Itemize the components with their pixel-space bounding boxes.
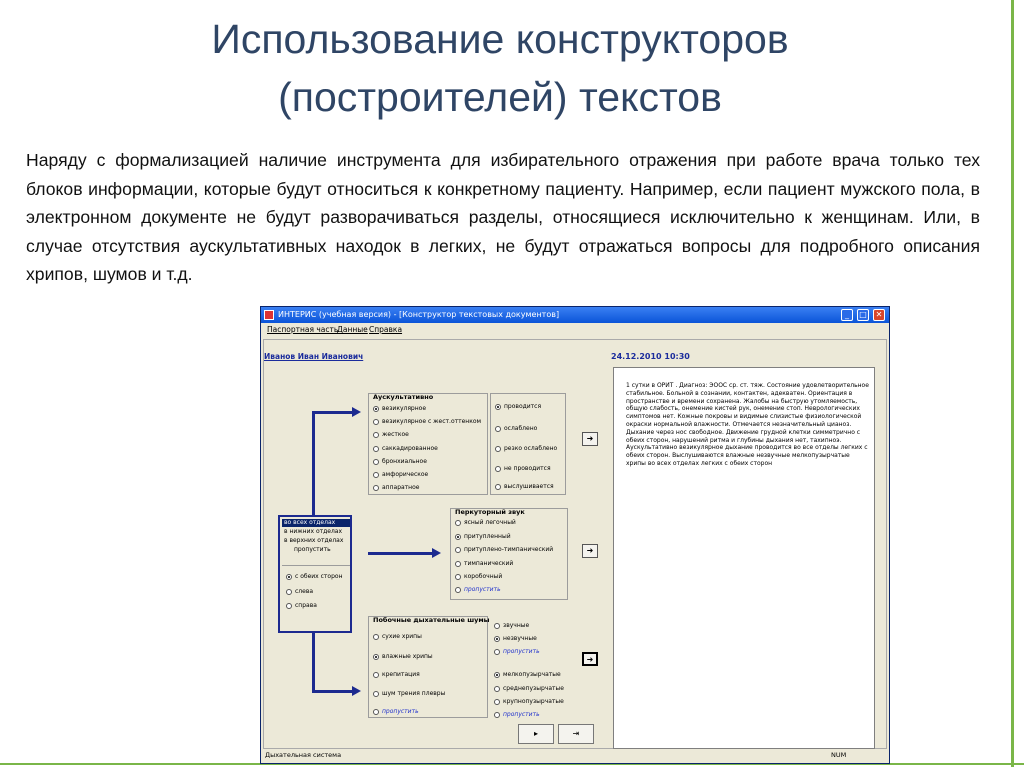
auscultation-option[interactable]: саккадированное: [373, 444, 438, 454]
connector-arrow-icon: [432, 548, 441, 558]
window-titlebar: [261, 307, 889, 323]
side-noise-skip[interactable]: пропустить: [373, 707, 419, 717]
percussion-option[interactable]: притуплено-тимпанический: [455, 545, 553, 555]
generated-text: 1 сутки в ОРИТ . Диагноз: ЭООС ср. ст. тяж. Состояние удовлетворительное стабильное. Больной в сознании, контактен, адекватен. Ориентация в пространстве и времени сохранена. Жалобы на быструю утомляемость, общую слабость, онемение кистей рук, онемение стоп. Неврологических симптомов нет. Кожные покровы и видимые слизистые физиологической окраски нормальной влажности. Отмечается незначительный цианоз. Дыхание через нос свободное. Движение грудной клетки симметрично с обеих сторон, нарушений ритма и глубины дыхания нет, тахипноэ. Аускультативно везикулярное дыхание проводится во все отделы легких с обеих сторон. Выслушиваются влажные незвучные мелкопузырчатые хрипы во всех отделах легких с обеих сторон: [626, 382, 869, 467]
right-decoration: [1000, 0, 1024, 767]
side-noise-option[interactable]: крепитация: [373, 670, 420, 680]
generated-text-pane[interactable]: [613, 367, 875, 749]
status-num: NUM: [831, 751, 847, 759]
region-option[interactable]: пропустить: [294, 546, 331, 553]
slide-title-line2: (построителей) текстов: [278, 74, 722, 120]
region-option[interactable]: в нижних отделах: [284, 528, 343, 535]
radio-icon: [494, 699, 500, 705]
radio-icon: [286, 603, 292, 609]
resonance-option[interactable]: незвучные: [494, 634, 537, 644]
resonance-skip[interactable]: пропустить: [494, 647, 540, 657]
radio-icon: [373, 672, 379, 678]
slide-body: Наряду с формализацией наличие инструмента для избирательного отражения при работе врача только тех блоков информации, которые будут относиться к конкретному пациенту. Например, если пациент мужского пола, в электронном документе не будут разворачиваться разделы, относящиеся исключительно к женщинам. Или, в случае отсутствия аускультативных находок в легких, не будут отражаться вопросы для подробного описания хрипов, шумов и т.д.: [26, 150, 980, 284]
side-option[interactable]: справа: [286, 601, 317, 611]
side-noise-option[interactable]: шум трения плевры: [373, 689, 445, 699]
connector-line: [312, 690, 352, 693]
radio-icon: [286, 589, 292, 595]
minimize-button[interactable]: _: [841, 309, 853, 321]
percussion-title: Перкуторный звук: [455, 508, 525, 516]
percussion-group: [450, 508, 568, 600]
radio-icon: [494, 712, 500, 718]
green-stripe: [1011, 0, 1014, 767]
radio-icon: [373, 691, 379, 697]
radio-icon: [494, 623, 500, 629]
menu-bar: [261, 323, 889, 337]
radio-icon: [373, 485, 379, 491]
side-option[interactable]: слева: [286, 587, 313, 597]
percussion-option[interactable]: коробочный: [455, 572, 502, 582]
status-bar: [263, 749, 887, 762]
auscultation-option[interactable]: аппаратное: [373, 483, 419, 493]
connector-line: [312, 411, 352, 414]
constructor-panel: [263, 339, 887, 749]
window-title: ИНТЕРИС (учебная версия) - [Конструктор текстовых документов]: [278, 310, 560, 319]
radio-icon: [373, 432, 379, 438]
auscultation-option[interactable]: бронхиальное: [373, 457, 427, 467]
status-section: Дыхательная система: [265, 751, 342, 759]
percussion-option[interactable]: тимпанический: [455, 559, 513, 569]
side-noise-option[interactable]: сухие хрипы: [373, 632, 422, 642]
region-selector: [278, 515, 352, 633]
document-datetime: 24.12.2010 10:30: [611, 352, 690, 361]
radio-icon: [373, 709, 379, 715]
auscultation-option[interactable]: жесткое: [373, 430, 409, 440]
menu-passport[interactable]: Паспортная часть: [267, 325, 339, 334]
side-option[interactable]: с обеих сторон: [286, 572, 343, 582]
radio-icon: [373, 654, 379, 660]
side-noises-title: Побочные дыхательные шумы: [373, 616, 490, 624]
region-option-selected[interactable]: во всех отделах: [282, 519, 350, 527]
radio-icon: [495, 404, 501, 410]
slide-title: [0, 10, 1000, 126]
connector-line: [312, 633, 315, 692]
bubble-size-skip[interactable]: пропустить: [494, 710, 540, 720]
connector-arrow-icon: [352, 407, 361, 417]
radio-icon: [455, 587, 461, 593]
radio-icon: [373, 446, 379, 452]
radio-icon: [494, 672, 500, 678]
radio-icon: [373, 406, 379, 412]
radio-icon: [455, 534, 461, 540]
bubble-size-option[interactable]: мелкопузырчатые: [494, 670, 561, 680]
side-noise-option[interactable]: влажные хрипы: [373, 652, 433, 662]
auscultation-group: [368, 393, 488, 495]
radio-icon: [494, 636, 500, 642]
radio-icon: [286, 574, 292, 580]
bubble-size-option[interactable]: крупнопузырчатые: [494, 697, 564, 707]
apply-side-noises-button[interactable]: ➜: [582, 652, 598, 666]
radio-icon: [373, 459, 379, 465]
region-option[interactable]: в верхних отделах: [284, 537, 344, 544]
region-divider: [282, 565, 350, 566]
resonance-option[interactable]: звучные: [494, 621, 529, 631]
menu-help[interactable]: Справка: [369, 325, 403, 334]
slide-title-line1: Использование конструкторов: [211, 16, 789, 62]
conduction-group: [490, 393, 566, 495]
percussion-option[interactable]: ясный легочный: [455, 518, 516, 528]
auscultation-option[interactable]: везикулярное: [373, 404, 426, 414]
close-button[interactable]: ✕: [873, 309, 885, 321]
radio-icon: [494, 649, 500, 655]
radio-icon: [455, 547, 461, 553]
auscultation-option[interactable]: везикулярное с жест.оттенком: [373, 417, 481, 427]
bubble-size-option[interactable]: среднепузырчатые: [494, 684, 564, 694]
radio-icon: [373, 419, 379, 425]
patient-name[interactable]: Иванов Иван Иванович: [264, 352, 364, 361]
connector-arrow-icon: [352, 686, 361, 696]
maximize-button[interactable]: □: [857, 309, 869, 321]
radio-icon: [495, 484, 501, 490]
connector-line: [312, 411, 315, 515]
radio-icon: [455, 520, 461, 526]
next-button[interactable]: ▸: [518, 724, 554, 744]
auscultation-option[interactable]: амфорическое: [373, 470, 428, 480]
conduction-option[interactable]: не проводится: [495, 464, 551, 474]
apply-auscultation-button[interactable]: ➜: [582, 432, 598, 446]
conduction-option[interactable]: проводится: [495, 402, 541, 412]
percussion-option[interactable]: притупленный: [455, 532, 511, 542]
radio-icon: [494, 686, 500, 692]
apply-percussion-button[interactable]: ➜: [582, 544, 598, 558]
side-noises-group: [368, 616, 488, 718]
radio-icon: [495, 446, 501, 452]
conduction-option[interactable]: ослаблено: [495, 424, 537, 434]
radio-icon: [373, 634, 379, 640]
finish-button[interactable]: ⇥: [558, 724, 594, 744]
app-icon: [264, 310, 274, 320]
app-window: [260, 306, 890, 764]
radio-icon: [455, 561, 461, 567]
radio-icon: [495, 426, 501, 432]
connector-line: [368, 552, 432, 555]
radio-icon: [495, 466, 501, 472]
conduction-option[interactable]: резко ослаблено: [495, 444, 557, 454]
percussion-skip[interactable]: пропустить: [455, 585, 501, 595]
menu-data[interactable]: Данные: [337, 325, 368, 334]
radio-icon: [455, 574, 461, 580]
auscultation-title: Аускультативно: [373, 393, 434, 401]
conduction-option[interactable]: выслушивается: [495, 482, 554, 492]
radio-icon: [373, 472, 379, 478]
